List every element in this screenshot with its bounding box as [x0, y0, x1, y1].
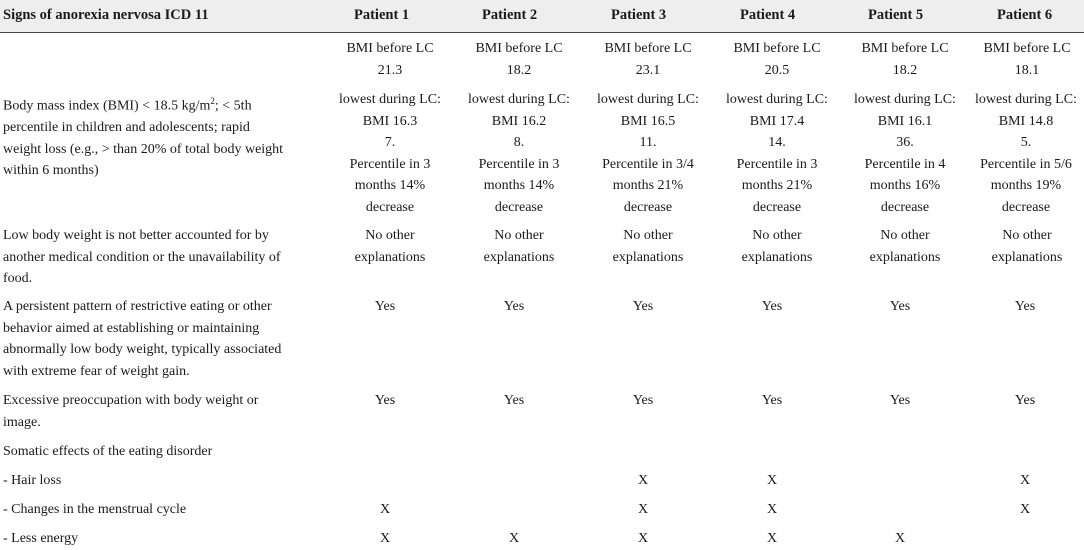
explanation-cell — [970, 225, 1084, 268]
cell-line: BMI 16.5 — [620, 113, 676, 129]
criterion-hair-loss: - Hair loss — [3, 473, 62, 488]
cell-line: 11. — [639, 135, 657, 150]
bmi-before-value: 20.5 — [764, 62, 790, 78]
cell-line: explanations — [741, 249, 813, 265]
criterion-low-weight — [3, 225, 325, 290]
cell-line: lowest during LC: — [975, 92, 1077, 107]
x-mark: X — [1019, 473, 1031, 488]
bmi-lowest-cell — [713, 89, 841, 218]
bmi-lowest-cell — [584, 89, 712, 218]
criterion-line: Excessive preoccupation with body weight or — [3, 393, 259, 408]
yes-cell: Yes — [1014, 393, 1036, 408]
cell-line: No other — [880, 228, 930, 243]
cell-line: Percentile in 3 — [349, 156, 431, 172]
cell-line: 8. — [513, 135, 525, 150]
cell-line: explanations — [483, 249, 555, 265]
criterion-line: A persistent pattern of restrictive eating or other — [3, 299, 272, 314]
superscript: 2 — [210, 96, 215, 106]
x-mark: X — [766, 473, 778, 488]
bmi-before-label: BMI before LC — [733, 41, 821, 56]
cell-line: 5. — [1020, 135, 1032, 150]
cell-line: decrease — [494, 199, 544, 215]
bmi-before-cell — [970, 38, 1084, 81]
criterion-menstrual: - Changes in the menstrual cycle — [3, 502, 187, 517]
bmi-lowest-cell — [326, 89, 454, 218]
cell-line: decrease — [623, 199, 673, 215]
criterion-line: behavior aimed at establishing or maintaining — [3, 320, 260, 336]
cell-line: Percentile in 3 — [736, 156, 818, 172]
cell-line: Percentile in 5/6 — [980, 156, 1072, 172]
bmi-lowest-cell — [968, 89, 1084, 218]
cell-line: Percentile in 3 — [478, 156, 560, 172]
yes-cell: Yes — [374, 299, 396, 314]
cell-line: BMI 16.3 — [362, 113, 418, 129]
bmi-before-cell — [584, 38, 712, 81]
yes-cell: Yes — [1014, 299, 1036, 314]
yes-cell: Yes — [632, 299, 654, 314]
header-criteria: Signs of anorexia nervosa ICD 11 — [3, 7, 209, 23]
bmi-lowest-cell — [841, 89, 969, 218]
table-header-row — [0, 0, 1084, 33]
bmi-lowest-cell — [455, 89, 583, 218]
yes-cell: Yes — [889, 299, 911, 314]
x-mark: X — [508, 531, 520, 546]
bmi-before-value: 18.1 — [1014, 62, 1040, 78]
cell-line: explanations — [991, 249, 1063, 265]
header-patient-2: Patient 2 — [482, 7, 538, 23]
yes-cell: Yes — [374, 393, 396, 408]
bmi-before-label: BMI before LC — [346, 41, 434, 56]
criterion-line: image. — [3, 414, 41, 430]
bmi-before-value: 21.3 — [377, 62, 403, 78]
cell-line: Percentile in 3/4 — [602, 156, 694, 172]
criterion-line: abnormally low body weight, typically associated — [3, 342, 282, 357]
criterion-less-energy: - Less energy — [3, 531, 79, 546]
cell-line: 36. — [896, 135, 914, 150]
criterion-text: Body mass index (BMI) < 18.5 kg/m — [3, 98, 211, 114]
cell-line: explanations — [354, 249, 426, 265]
criterion-somatic: Somatic effects of the eating disorder — [3, 444, 213, 459]
cell-line: decrease — [365, 199, 415, 215]
cell-line: decrease — [880, 199, 930, 215]
x-mark: X — [894, 531, 906, 546]
criterion-line: food. — [3, 271, 33, 286]
cell-line: No other — [1002, 228, 1052, 243]
cell-line: BMI 17.4 — [749, 113, 805, 129]
cell-line: BMI 14.8 — [998, 113, 1054, 129]
cell-line: explanations — [612, 249, 684, 265]
x-mark: X — [766, 502, 778, 517]
yes-cell: Yes — [889, 393, 911, 408]
criterion-line: weight loss (e.g., > than 20% of total body weight — [3, 141, 284, 157]
x-mark: X — [637, 502, 649, 517]
criterion-restrictive — [3, 296, 325, 382]
criterion-line: Low body weight is not better accounted for by — [3, 228, 269, 243]
criterion-line: percentile in children and adolescents; rapid — [3, 120, 250, 136]
criterion-line: another medical condition or the unavailability of — [3, 249, 281, 265]
cell-line: 7. — [384, 135, 396, 150]
cell-line: explanations — [869, 249, 941, 265]
cell-line: months 14% — [483, 178, 555, 193]
x-mark: X — [1019, 502, 1031, 517]
cell-line: decrease — [752, 199, 802, 215]
cell-line: months 19% — [990, 178, 1062, 193]
cell-line: decrease — [1001, 199, 1051, 215]
criterion-preoccupation — [3, 390, 325, 433]
x-mark: X — [637, 531, 649, 546]
cell-line: months 14% — [354, 178, 426, 193]
cell-line: No other — [494, 228, 544, 243]
bmi-before-label: BMI before LC — [475, 41, 563, 56]
bmi-before-label: BMI before LC — [983, 41, 1071, 56]
criterion-line — [3, 91, 325, 117]
cell-line: lowest during LC: — [854, 92, 956, 107]
header-patient-4: Patient 4 — [740, 7, 796, 23]
x-mark: X — [637, 473, 649, 488]
explanation-cell — [326, 225, 454, 268]
explanation-cell — [455, 225, 583, 268]
cell-line: Percentile in 4 — [864, 156, 946, 172]
criterion-line: within 6 months) — [3, 163, 99, 179]
cell-line: No other — [752, 228, 802, 243]
criterion-line: with extreme fear of weight gain. — [3, 363, 190, 379]
cell-line: lowest during LC: — [339, 92, 441, 107]
header-patient-5: Patient 5 — [868, 7, 924, 23]
x-mark: X — [379, 502, 391, 517]
cell-line: months 16% — [869, 178, 941, 193]
bmi-before-value: 23.1 — [635, 62, 661, 78]
x-mark: X — [379, 531, 391, 546]
bmi-before-cell — [326, 38, 454, 81]
yes-cell: Yes — [503, 299, 525, 314]
yes-cell: Yes — [761, 299, 783, 314]
bmi-before-label: BMI before LC — [604, 41, 692, 56]
cell-line: lowest during LC: — [726, 92, 828, 107]
bmi-before-cell — [841, 38, 969, 81]
criterion-bmi — [3, 91, 325, 182]
cell-line: lowest during LC: — [468, 92, 570, 107]
cell-line: months 21% — [612, 178, 684, 193]
explanation-cell — [713, 225, 841, 268]
x-mark: X — [766, 531, 778, 546]
bmi-before-value: 18.2 — [506, 62, 532, 78]
explanation-cell — [584, 225, 712, 268]
criterion-text: ; < 5th — [214, 98, 252, 114]
bmi-before-cell — [713, 38, 841, 81]
explanation-cell — [841, 225, 969, 268]
cell-line: No other — [365, 228, 415, 243]
cell-line: BMI 16.1 — [877, 113, 933, 129]
header-patient-1: Patient 1 — [354, 7, 410, 23]
cell-line: months 21% — [741, 178, 813, 193]
header-patient-3: Patient 3 — [611, 7, 667, 23]
bmi-before-label: BMI before LC — [861, 41, 949, 56]
cell-line: 14. — [768, 135, 786, 150]
yes-cell: Yes — [632, 393, 654, 408]
bmi-before-value: 18.2 — [892, 62, 918, 78]
yes-cell: Yes — [761, 393, 783, 408]
cell-line: BMI 16.2 — [491, 113, 547, 129]
bmi-before-cell — [455, 38, 583, 81]
cell-line: No other — [623, 228, 673, 243]
yes-cell: Yes — [503, 393, 525, 408]
header-patient-6: Patient 6 — [997, 7, 1053, 23]
cell-line: lowest during LC: — [597, 92, 699, 107]
